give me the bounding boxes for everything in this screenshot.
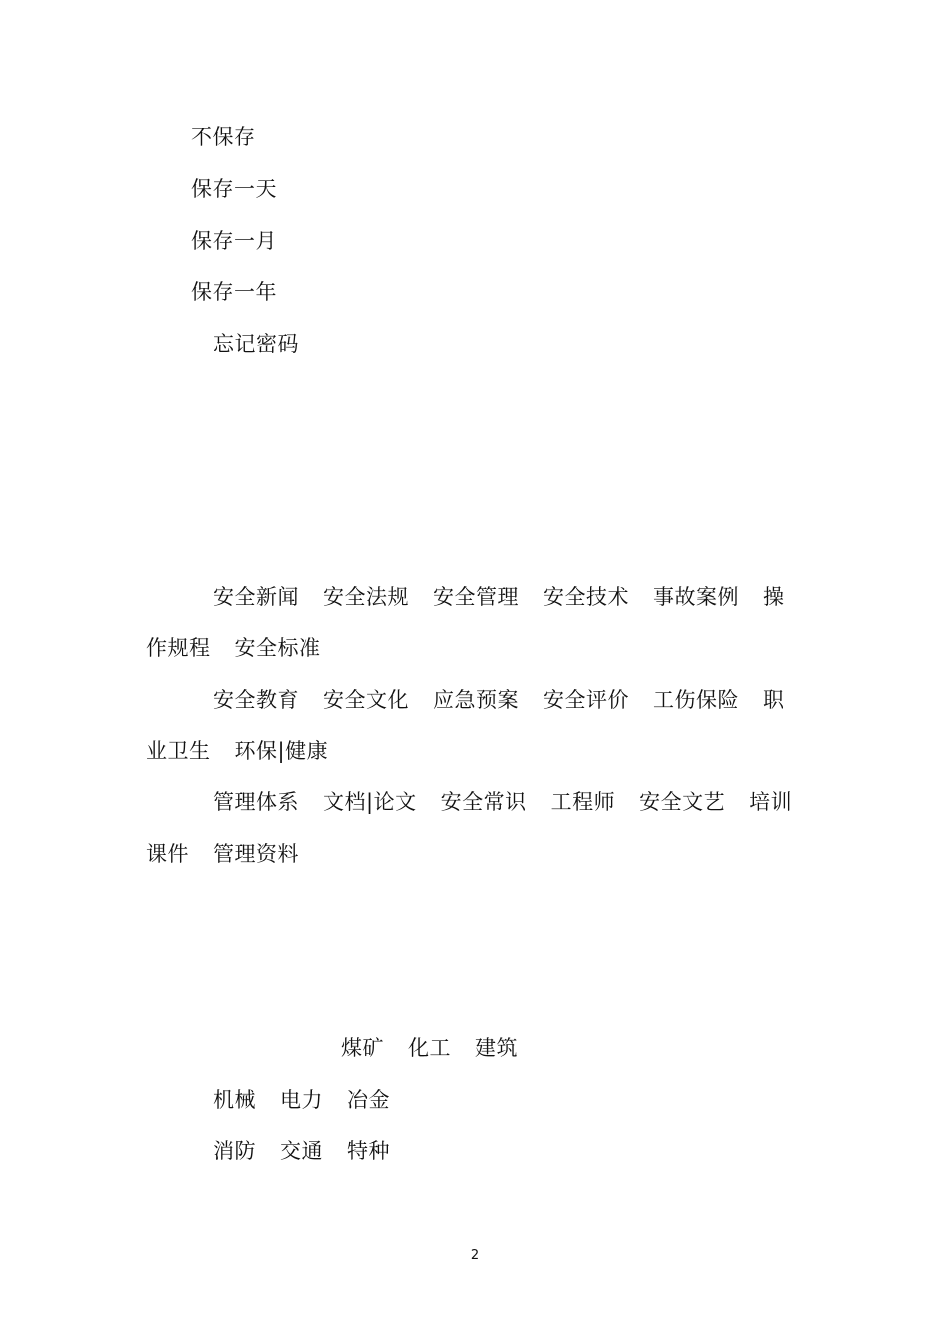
nav-link-safety-standards[interactable]: 安全标准 bbox=[234, 636, 321, 660]
industry-link-fire-protection[interactable]: 消防 bbox=[213, 1139, 256, 1163]
nav-link-safety-technology[interactable]: 安全技术 bbox=[543, 585, 629, 609]
nav-link-safety-evaluation[interactable]: 安全评价 bbox=[543, 688, 629, 712]
nav-link-occupational-health-end[interactable]: 业卫生 bbox=[146, 739, 211, 763]
industry-link-metallurgy[interactable]: 冶金 bbox=[347, 1088, 390, 1112]
industry-row-3 bbox=[213, 1138, 390, 1164]
nav-row-1 bbox=[213, 584, 785, 610]
nav-row-1-wrap bbox=[146, 635, 321, 661]
industry-link-coal-mine[interactable]: 煤矿 bbox=[341, 1036, 384, 1060]
nav-link-engineer[interactable]: 工程师 bbox=[550, 790, 616, 814]
nav-link-documents-papers[interactable]: 文档|论文 bbox=[323, 790, 417, 814]
nav-link-work-injury-insurance[interactable]: 工伤保险 bbox=[653, 688, 739, 712]
nav-row-3-wrap bbox=[146, 841, 299, 867]
nav-link-accident-cases[interactable]: 事故案例 bbox=[653, 585, 739, 609]
nav-link-management-system[interactable]: 管理体系 bbox=[213, 790, 299, 814]
save-option-year[interactable]: 保存一年 bbox=[191, 280, 277, 304]
save-option-none[interactable]: 不保存 bbox=[191, 125, 256, 149]
save-option-month[interactable]: 保存一月 bbox=[191, 229, 277, 253]
nav-link-environment-health[interactable]: 环保|健康 bbox=[234, 739, 329, 763]
nav-link-management-materials[interactable]: 管理资料 bbox=[213, 842, 299, 866]
industry-row-1 bbox=[341, 1035, 518, 1061]
industry-link-electric-power[interactable]: 电力 bbox=[280, 1088, 323, 1112]
page-number: 2 bbox=[470, 1248, 480, 1263]
nav-row-2-wrap bbox=[146, 738, 328, 764]
save-option-day[interactable]: 保存一天 bbox=[191, 177, 277, 201]
nav-link-safety-news[interactable]: 安全新闻 bbox=[213, 585, 299, 609]
nav-link-training-courseware-start[interactable]: 培训 bbox=[749, 790, 793, 814]
industry-link-chemical[interactable]: 化工 bbox=[408, 1036, 451, 1060]
nav-link-safety-knowledge[interactable]: 安全常识 bbox=[440, 790, 527, 814]
industry-link-machinery[interactable]: 机械 bbox=[213, 1088, 256, 1112]
nav-link-safety-education[interactable]: 安全教育 bbox=[213, 688, 299, 712]
nav-link-occupational-health-start[interactable]: 职 bbox=[763, 688, 785, 712]
forgot-password-link[interactable]: 忘记密码 bbox=[213, 332, 299, 356]
nav-link-emergency-plans[interactable]: 应急预案 bbox=[433, 688, 519, 712]
nav-link-safety-arts[interactable]: 安全文艺 bbox=[639, 790, 726, 814]
nav-link-operating-procedures-start[interactable]: 操 bbox=[763, 585, 785, 609]
nav-link-safety-culture[interactable]: 安全文化 bbox=[323, 688, 409, 712]
nav-row-2 bbox=[213, 687, 785, 713]
nav-link-safety-laws[interactable]: 安全法规 bbox=[323, 585, 409, 609]
nav-row-3 bbox=[213, 789, 792, 815]
nav-link-operating-procedures-end[interactable]: 作规程 bbox=[146, 636, 211, 660]
nav-link-training-courseware-end[interactable]: 课件 bbox=[146, 842, 189, 866]
industry-link-special-equipment[interactable]: 特种 bbox=[347, 1139, 390, 1163]
nav-link-safety-management[interactable]: 安全管理 bbox=[433, 585, 519, 609]
industry-link-transportation[interactable]: 交通 bbox=[280, 1139, 323, 1163]
industry-row-2 bbox=[213, 1087, 390, 1113]
industry-link-construction[interactable]: 建筑 bbox=[475, 1036, 518, 1060]
